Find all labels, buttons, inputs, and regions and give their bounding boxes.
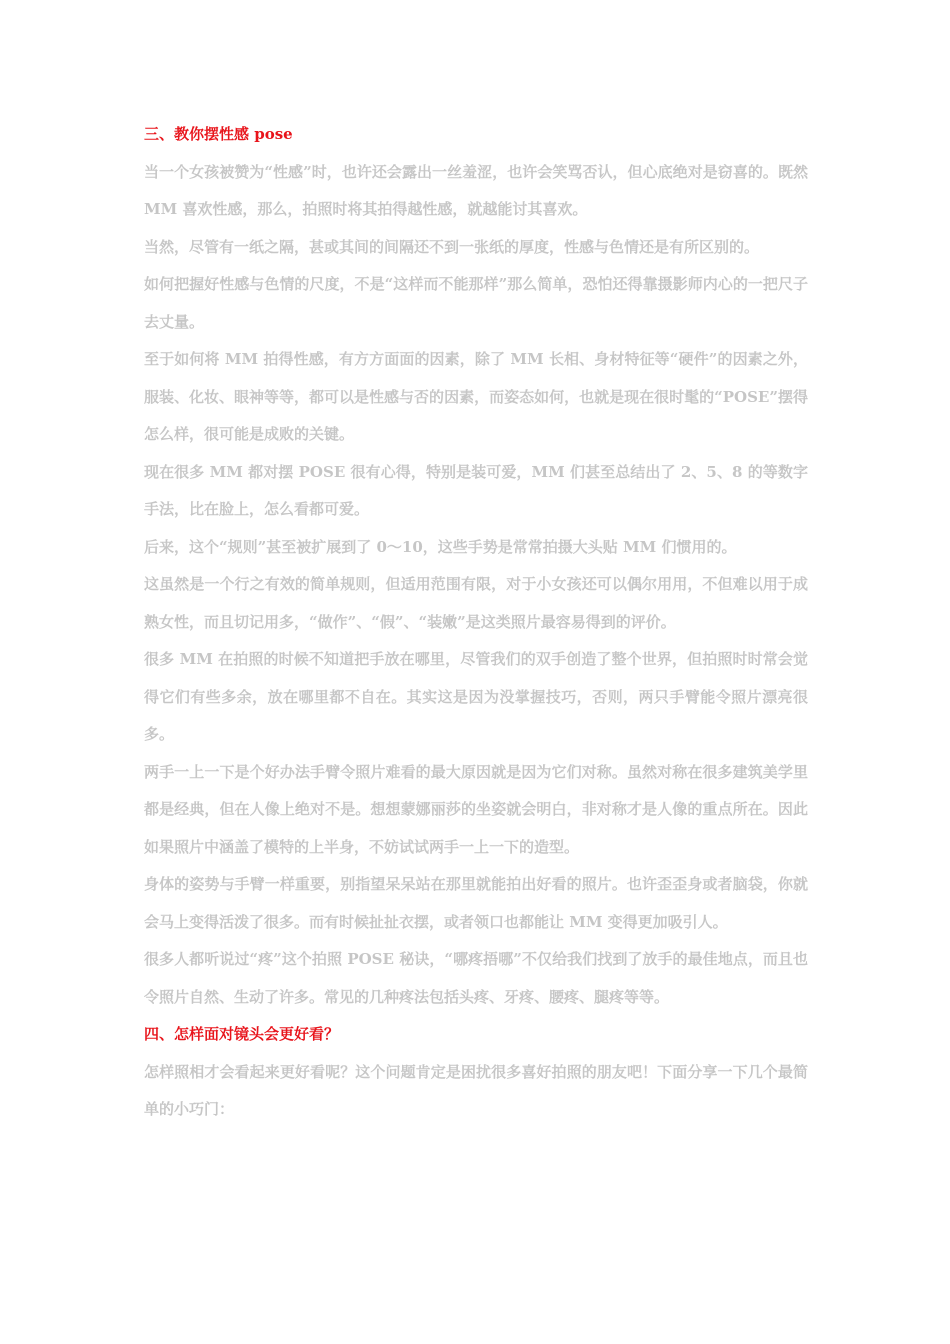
section-3-paragraph-1: 当一个女孩被赞为“性感”时，也许还会露出一丝羞涩，也许会笑骂否认，但心底绝对是窃喜的。既然 MM 喜欢性感，那么，拍照时将其拍得越性感，就越能讨其喜欢。 [144,162,808,218]
section-3-paragraph-7: 这虽然是一个行之有效的简单规则，但适用范围有限，对于小女孩还可以偶尔用用，不但难以用于成熟女性，而且切记用多，“做作”、“假”、“装嫩”是这类照片最容易得到的评价。 [144,575,808,631]
section-3-paragraph-3: 如何把握好性感与色情的尺度，不是“这样而不能那样”那么简单，恐怕还得靠摄影师内心的一把尺子去丈量。 [144,275,808,331]
section-4-paragraph-1: 怎样照相才会看起来更好看呢？这个问题肯定是困扰很多喜好拍照的朋友吧！下面分享一下几个最简单的小巧门： [144,1062,808,1118]
section-3-paragraph-4: 至于如何将 MM 拍得性感，有方方面面的因素，除了 MM 长相、身材特征等“硬件”的因素之外，服装、化妆、眼神等等，都可以是性感与否的因素，而姿态如何，也就是现在很时髦的“POSE”摆得怎么样，很可能是成败的关键。 [144,350,808,443]
document-page [144,116,808,1129]
section-3-paragraph-8: 很多 MM 在拍照的时候不知道把手放在哪里，尽管我们的双手创造了整个世界，但拍照时时常会觉得它们有些多余，放在哪里都不自在。其实这是因为没掌握技巧，否则，两只手臂能令照片漂亮很多。 [144,650,808,743]
section-3-paragraph-9: 两手一上一下是个好办法手臂令照片难看的最大原因就是因为它们对称。虽然对称在很多建筑美学里都是经典，但在人像上绝对不是。想想蒙娜丽莎的坐姿就会明白，非对称才是人像的重点所在。因此如果照片中涵盖了模特的上半身，不妨试试两手一上一下的造型。 [144,762,808,856]
section-4-heading: 四、怎样面对镜头会更好看？ [144,1025,340,1043]
section-3-paragraph-5: 现在很多 MM 都对摆 POSE 很有心得，特别是装可爱，MM 们甚至总结出了 2、5、8 的等数字手法，比在脸上，怎么看都可爱。 [144,462,808,518]
section-3-paragraph-2: 当然，尽管有一纸之隔，甚或其间的间隔还不到一张纸的厚度，性感与色情还是有所区别的。 [144,237,760,256]
section-3-paragraph-6: 后来，这个“规则”甚至被扩展到了 0～10，这些手势是常常拍摄大头贴 MM 们惯用的。 [144,537,737,556]
section-3-paragraph-11: 很多人都听说过“疼”这个拍照 POSE 秘诀，“哪疼捂哪”不仅给我们找到了放手的最佳地点，而且也令照片自然、生动了许多。常见的几种疼法包括头疼、牙疼、腰疼、腿疼等等。 [144,950,808,1006]
section-3-heading: 三、教你摆性感 pose [144,125,293,143]
section-3-paragraph-10: 身体的姿势与手臂一样重要，别指望呆呆站在那里就能拍出好看的照片。也许歪歪身或者脑袋，你就会马上变得活泼了很多。而有时候扯扯衣摆，或者领口也都能让 MM 变得更加吸引人。 [144,875,808,931]
